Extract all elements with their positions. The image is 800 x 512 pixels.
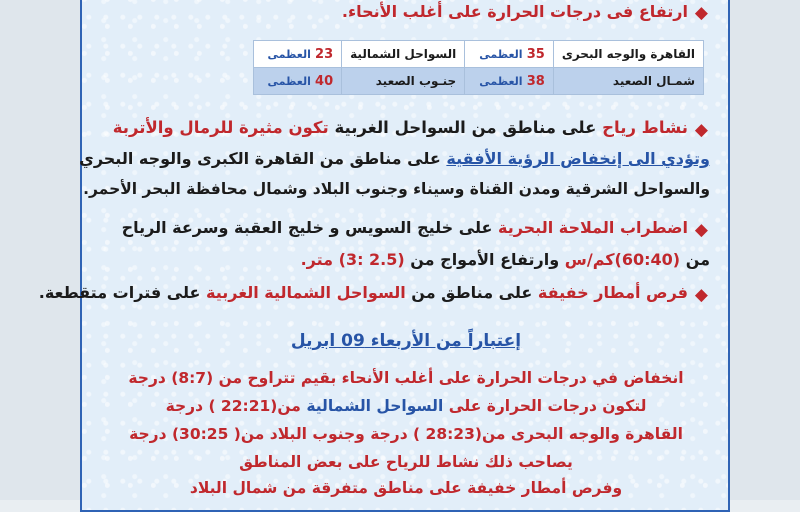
wind-term: نشاط رياح — [602, 118, 688, 137]
max-value: 38 — [526, 73, 545, 89]
wind-effect: تكون مثيرة للرمال والأتربة — [112, 118, 329, 137]
rain-term: فرص أمطار خفيفة — [537, 283, 688, 302]
max-value: 40 — [315, 73, 334, 89]
section-line-3: القاهرة والوجه البحرى من(28:23 ) درجة وجنوب البلاد من( 30:25) درجة — [129, 425, 683, 443]
section-line-2 — [102, 397, 710, 415]
max-cell — [253, 68, 342, 95]
rain-area-prefix: على مناطق من — [411, 283, 533, 302]
forecast-document-page — [38, 0, 730, 512]
max-label: العظمى — [267, 47, 311, 61]
north-coast-ref: السواحل الشمالية — [306, 397, 444, 415]
city-north-coast: السواحل الشمالية — [342, 41, 465, 68]
city-cairo-delta: القاهرة والوجه البحرى — [553, 41, 703, 68]
rain-area: السواحل الشمالية الغربية — [206, 283, 406, 302]
section-line-4: يصاحب ذلك نشاط للرياح على بعض المناطق — [239, 453, 573, 471]
wave-label: وارتفاع الأمواج من — [410, 250, 560, 269]
wind-areas-2: على مناطق من القاهرة الكبرى والوجه البحري — [79, 149, 441, 168]
marine-area: على خليج السويس و خليج العقبة وسرعة الرياح — [121, 218, 493, 237]
bullet-marine-line-2 — [102, 250, 710, 269]
max-value: 35 — [526, 46, 545, 62]
visibility-warning: وتؤدي الى إنخفاض الرؤية الأفقية — [446, 149, 710, 168]
bullet-marker: ◆ — [694, 3, 708, 23]
bullet-wind-line-2 — [79, 149, 710, 168]
bullet-marker: ◆ — [694, 285, 708, 305]
max-label: العظمى — [479, 47, 523, 61]
document-content — [38, 0, 710, 510]
max-label: العظمى — [267, 74, 311, 88]
bullet-marker: ◆ — [694, 220, 708, 240]
wave-height: (2.5 :3) متر. — [300, 250, 405, 269]
max-label: العظمى — [479, 74, 523, 88]
text-segment: لتكون درجات الحرارة على — [448, 397, 647, 415]
rain-suffix: على فترات متقطعة. — [38, 283, 201, 302]
city-south-upper-egypt: جنـوب الصعيد — [342, 68, 465, 95]
wind-speed: (60:40)كم/س — [564, 250, 681, 269]
city-north-upper-egypt: شمـال الصعيد — [553, 68, 703, 95]
bullet-marker: ◆ — [694, 120, 708, 140]
table-row — [253, 41, 703, 68]
table-row — [253, 68, 703, 95]
text-from: من — [685, 250, 710, 269]
section-line-1: انخفاض في درجات الحرارة على أغلب الأنحاء بقيم تتراوح من (8:7) درجة — [128, 369, 684, 387]
bullet-temperature-rise: ارتفاع فى درجات الحرارة على أغلب الأنحاء. — [341, 2, 688, 21]
bullet-wind-line-3: والسواحل الشرقية ومدن القناة وسيناء وجنوب البلاد وشمال محافظة البحر الأحمر. — [83, 180, 710, 198]
bullet-rain — [38, 283, 688, 302]
wind-area: على مناطق من السواحل الغربية — [334, 118, 597, 137]
bullet-wind-activity — [102, 118, 688, 137]
max-cell — [253, 41, 342, 68]
max-value: 23 — [315, 46, 334, 62]
marine-term: اضطراب الملاحة البحرية — [497, 218, 688, 237]
section-heading: إعتباراً من الأربعاء 09 ابريل — [290, 331, 522, 351]
max-cell — [465, 68, 554, 95]
text-segment: من(22:21 ) درجة — [165, 397, 301, 415]
bullet-marine — [102, 218, 688, 237]
section-line-5: وفرص أمطار خفيفة على مناطق متفرقة من شمال البلاد — [189, 479, 623, 497]
max-temperature-table — [253, 40, 704, 95]
max-cell — [465, 41, 554, 68]
